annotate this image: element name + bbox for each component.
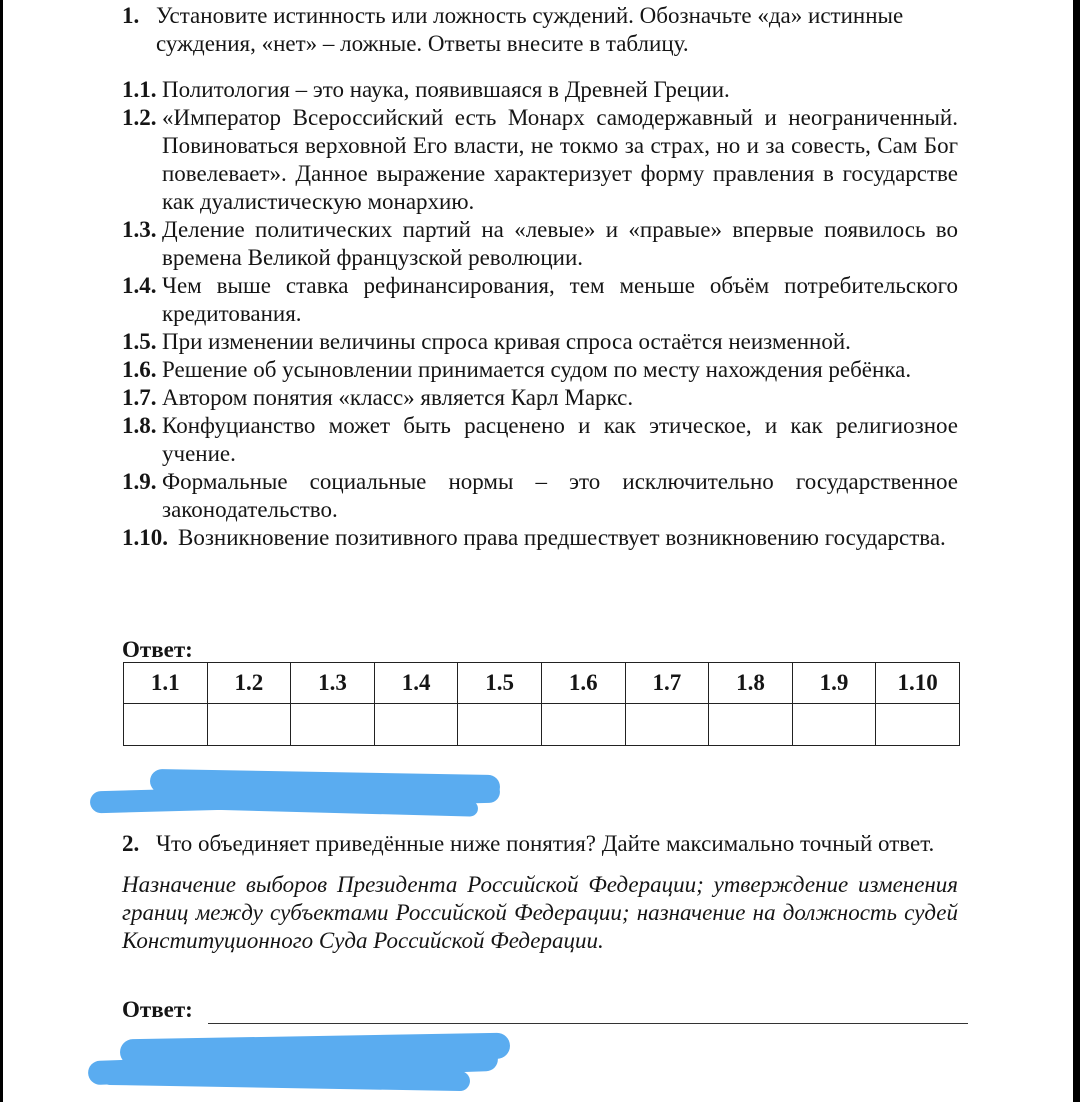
- answer-table-header: 1.5: [458, 663, 542, 704]
- answer-table-header: 1.9: [792, 663, 876, 704]
- answer-table: [123, 662, 960, 746]
- task2-answer-line[interactable]: [208, 1023, 968, 1024]
- statement-number: 1.4.: [122, 273, 157, 298]
- statement-number: 1.7.: [122, 385, 157, 410]
- answer-cell[interactable]: [541, 704, 625, 746]
- answer-cell[interactable]: [124, 704, 208, 746]
- task2: [122, 830, 958, 955]
- statement-1-10: [122, 524, 958, 552]
- statement-text: Деление политических партий на «левые» и «правые» впервые появилось во времена Великой французской революции.: [162, 217, 958, 270]
- statement-number: 1.8.: [122, 413, 157, 438]
- task2-question: [122, 830, 958, 858]
- task1-instruction-line1: Установите истинность или ложность суждений. Обозначьте «да» истинные: [156, 3, 904, 28]
- statement-text: При изменении величины спроса кривая спроса остаётся неизменной.: [162, 329, 851, 354]
- statement-1-7: [122, 384, 958, 412]
- task2-concepts: Назначение выборов Президента Российской Федерации; утверждение изменения границ между субъектами Российской Федерации; назначение на должность судей Конституционного Суда Российской Федерации.: [122, 872, 958, 953]
- statement-text: «Император Всероссийский есть Монарх самодержавный и неограниченный. Повиноваться верховной Его власти, не токмо за страх, но и за совесть, Сам Бог повелевает». Данное выражение характеризует форму правления в государстве как дуалистическую монархию.: [162, 105, 958, 214]
- statement-text: Автором понятия «класс» является Карл Маркс.: [162, 385, 634, 410]
- statement-text: Решение об усыновлении принимается судом по месту нахождения ребёнка.: [162, 357, 912, 382]
- answer-table-header: 1.6: [541, 663, 625, 704]
- answer-cell[interactable]: [792, 704, 876, 746]
- answer-table-header: 1.4: [374, 663, 458, 704]
- task2-number: 2.: [122, 831, 140, 856]
- statement-text: Конфуцианство может быть расценено и как этическое, и как религиозное учение.: [162, 413, 958, 466]
- answer-cell[interactable]: [207, 704, 291, 746]
- task2-question-text: Что объединяет приведённые ниже понятия? Дайте максимально точный ответ.: [156, 831, 935, 856]
- statements-list: [122, 76, 958, 552]
- statement-number: 1.5.: [122, 329, 157, 354]
- answer-table-header: 1.10: [876, 663, 960, 704]
- statement-number: 1.6.: [122, 357, 157, 382]
- statement-number: 1.3.: [122, 217, 157, 242]
- answer-table-header: 1.3: [291, 663, 375, 704]
- task2-answer-label: Ответ:: [122, 997, 193, 1022]
- answer-cell[interactable]: [625, 704, 709, 746]
- statement-number: 1.2.: [122, 105, 157, 130]
- answer-cell[interactable]: [876, 704, 960, 746]
- answer-cell[interactable]: [709, 704, 793, 746]
- statement-1-9: [122, 468, 958, 524]
- answer-cell[interactable]: [374, 704, 458, 746]
- answer-table-header-row: [124, 663, 960, 704]
- statement-number: 1.1.: [122, 77, 157, 102]
- task1-answer-label: Ответ:: [122, 637, 193, 662]
- statement-1-4: [122, 272, 958, 328]
- answer-table-header: 1.1: [124, 663, 208, 704]
- task1-instruction: [122, 2, 958, 58]
- statement-number: 1.10.: [122, 525, 168, 550]
- statement-1-5: [122, 328, 958, 356]
- answer-table-header: 1.8: [709, 663, 793, 704]
- statement-text: Возникновение позитивного права предшествует возникновению государства.: [178, 525, 946, 550]
- statement-number: 1.9.: [122, 469, 157, 494]
- answer-cell[interactable]: [291, 704, 375, 746]
- scan-edge-left: [0, 0, 3, 1102]
- task1-number: 1.: [122, 3, 140, 28]
- answer-table-header: 1.2: [207, 663, 291, 704]
- statement-1-2: [122, 104, 958, 216]
- task1-instruction-line2: суждения, «нет» – ложные. Ответы внесите в таблицу.: [156, 31, 689, 56]
- answer-table-header: 1.7: [625, 663, 709, 704]
- statement-1-1: [122, 76, 958, 104]
- statement-1-3: [122, 216, 958, 272]
- statement-text: Формальные социальные нормы – это исключительно государственное законодательство.: [162, 469, 958, 522]
- statement-1-6: [122, 356, 958, 384]
- statement-1-8: [122, 412, 958, 468]
- scan-edge-right: [1073, 0, 1080, 1102]
- statement-text: Чем выше ставка рефинансирования, тем меньше объём потребительского кредитования.: [162, 273, 958, 326]
- answer-table-value-row: [124, 704, 960, 746]
- answer-cell[interactable]: [458, 704, 542, 746]
- statement-text: Политология – это наука, появившаяся в Древней Греции.: [162, 77, 730, 102]
